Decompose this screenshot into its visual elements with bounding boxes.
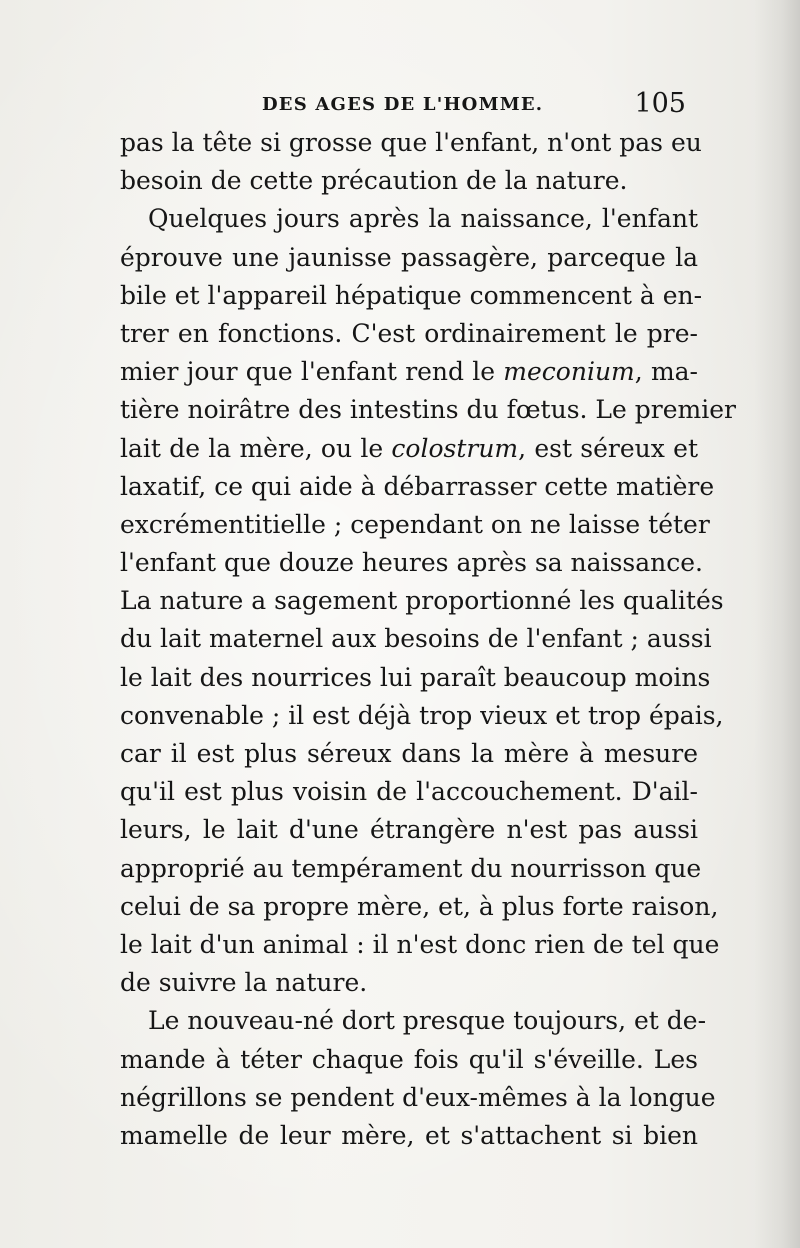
page-number: 105: [634, 88, 686, 119]
text-span: , est séreux et: [518, 433, 698, 463]
text-line: Le nouveau-né dort presque toujours, et de-: [148, 1006, 707, 1036]
page-header: [120, 88, 686, 124]
text-span: mier jour que l'enfant rend le: [120, 357, 504, 387]
text-line: laxatif, ce qui aide à débarrasser cette matière: [120, 471, 715, 501]
text-line: de suivre la nature.: [120, 968, 368, 998]
text-line: leurs, le lait d'une étrangère n'est pas aussi: [120, 815, 698, 845]
italic-term: colostrum: [391, 433, 519, 463]
text-line: car il est plus séreux dans la mère à mesure: [120, 739, 698, 768]
text-line: l'enfant que douze heures après sa naissance.: [120, 548, 703, 578]
body-text: [120, 124, 736, 1155]
text-span: , ma-: [634, 357, 699, 387]
text-line: convenable ; il est déjà trop vieux et trop épais,: [120, 700, 724, 730]
text-line: bile et l'appareil hépatique commencent à en-: [120, 280, 703, 310]
text-line: du lait maternel aux besoins de l'enfant ; aussi: [120, 624, 712, 654]
text-line: qu'il est plus voisin de l'accouchement. D'ail-: [120, 777, 698, 807]
text-line: le lait d'un animal : il n'est donc rien de tel que: [120, 929, 720, 959]
page-edge-shadow: [754, 0, 800, 1248]
text-line: mande à téter chaque fois qu'il s'éveille. Les: [120, 1044, 698, 1074]
text-line: [120, 353, 698, 391]
text-line: [120, 430, 698, 468]
text-line: pas la tête si grosse que l'enfant, n'ont pas eu: [120, 128, 702, 157]
text-span: lait de la mère, ou le: [120, 433, 392, 463]
running-head: DES AGES DE L'HOMME.: [262, 94, 544, 115]
text-line: approprié au tempérament du nourrisson que: [120, 853, 702, 883]
text-line: excrémentitielle ; cependant on ne laisse téter: [120, 509, 710, 539]
text-line: éprouve une jaunisse passagère, parceque la: [120, 242, 698, 272]
text-line: le lait des nourrices lui paraît beaucoup moins: [120, 662, 711, 692]
text-line: mamelle de leur mère, et s'attachent si bien: [120, 1120, 698, 1150]
text-line: besoin de cette précaution de la nature.: [120, 166, 628, 196]
text-line: Quelques jours après la naissance, l'enfant: [148, 204, 698, 234]
text-line: trer en fonctions. C'est ordinairement le pre-: [120, 318, 698, 348]
text-line: celui de sa propre mère, et, à plus forte raison,: [120, 891, 719, 921]
text-line: tière noirâtre des intestins du fœtus. Le premier: [120, 395, 736, 425]
text-line: négrillons se pendent d'eux-mêmes à la longue: [120, 1082, 716, 1112]
text-line: La nature a sagement proportionné les qualités: [120, 586, 724, 616]
italic-term: meconium: [503, 357, 635, 387]
